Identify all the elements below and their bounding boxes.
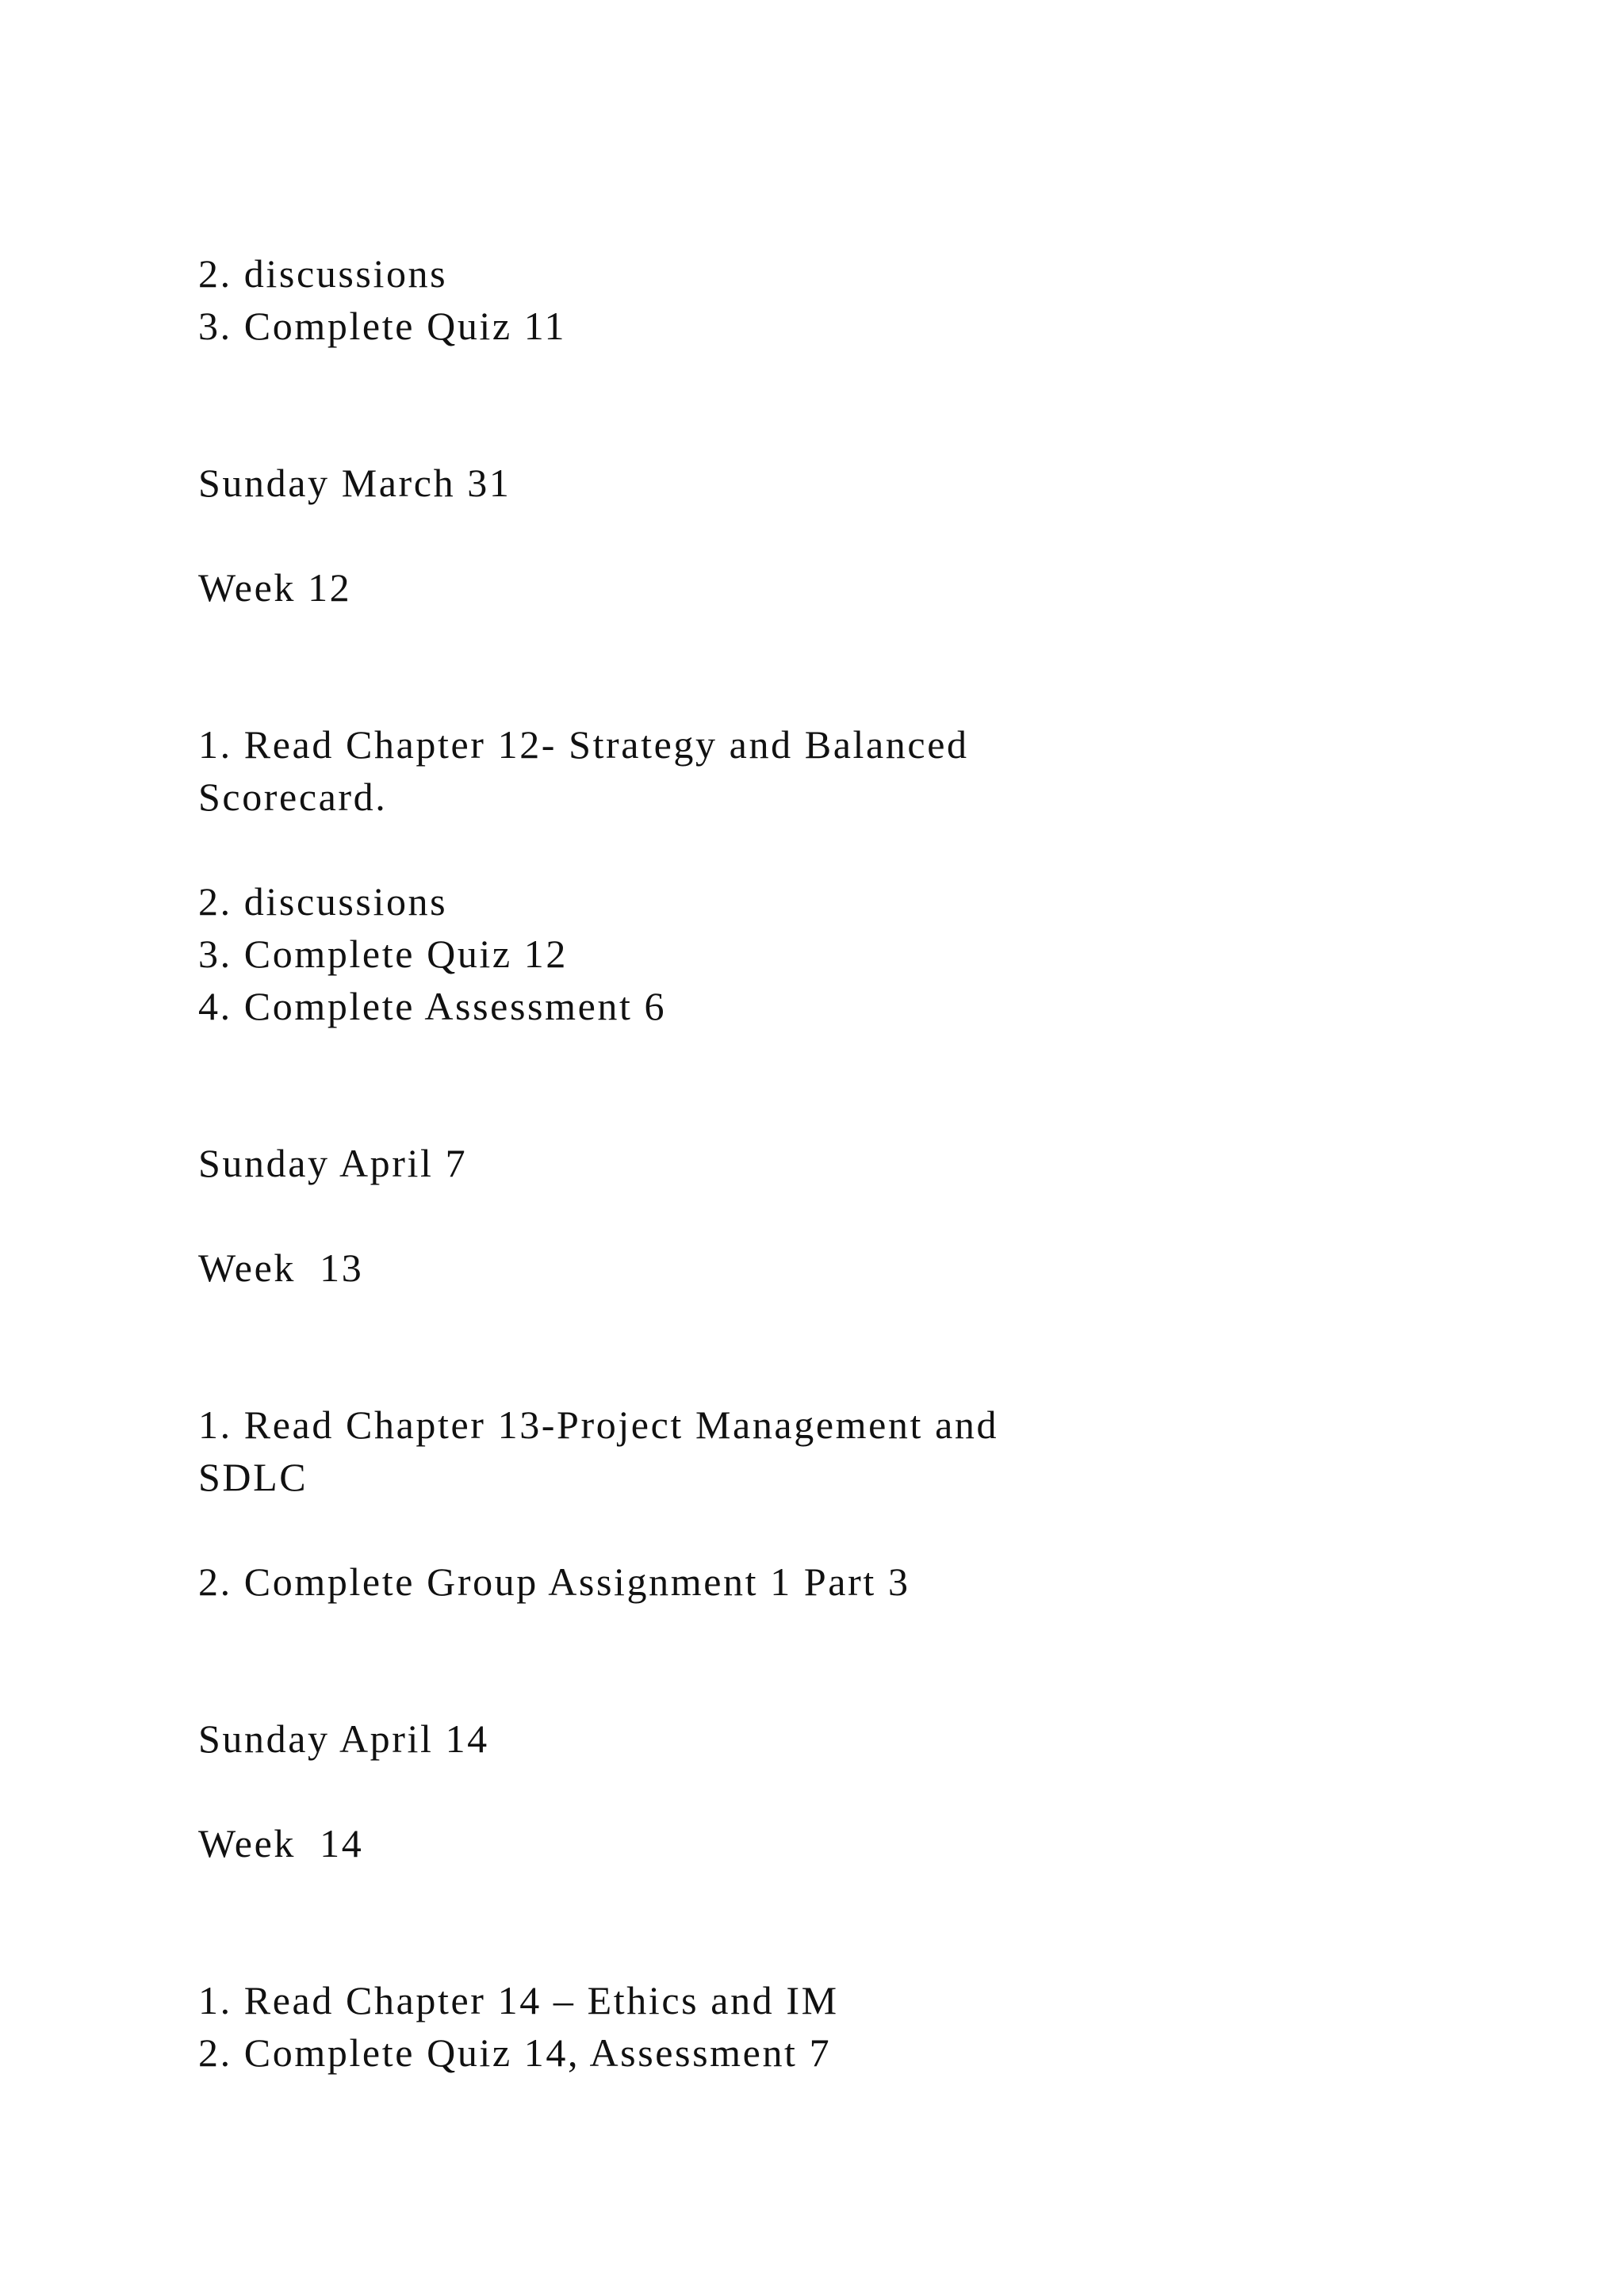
- task-item-continuation: Scorecard.: [198, 775, 388, 819]
- task-item: 4. Complete Assessment 6: [198, 984, 667, 1028]
- task-item: 1. Read Chapter 12- Strategy and Balanced: [198, 722, 969, 767]
- due-date-heading: Sunday March 31: [198, 461, 511, 505]
- task-item: 2. discussions: [198, 251, 448, 296]
- week-heading: Week 14: [198, 1821, 364, 1866]
- task-item: 1. Read Chapter 13-Project Management and: [198, 1402, 999, 1447]
- task-item: 2. Complete Quiz 14, Assessment 7: [198, 2030, 832, 2075]
- task-item: 2. discussions: [198, 879, 448, 924]
- task-item: 1. Read Chapter 14 – Ethics and IM: [198, 1978, 839, 2022]
- due-date-heading: Sunday April 7: [198, 1141, 468, 1185]
- week-heading: Week 13: [198, 1246, 364, 1290]
- task-item-continuation: SDLC: [198, 1455, 308, 1499]
- due-date-heading: Sunday April 14: [198, 1716, 489, 1761]
- week-heading: Week 12: [198, 565, 352, 610]
- task-item: 3. Complete Quiz 11: [198, 304, 567, 348]
- task-item: 2. Complete Group Assignment 1 Part 3: [198, 1559, 910, 1604]
- task-item: 3. Complete Quiz 12: [198, 932, 569, 976]
